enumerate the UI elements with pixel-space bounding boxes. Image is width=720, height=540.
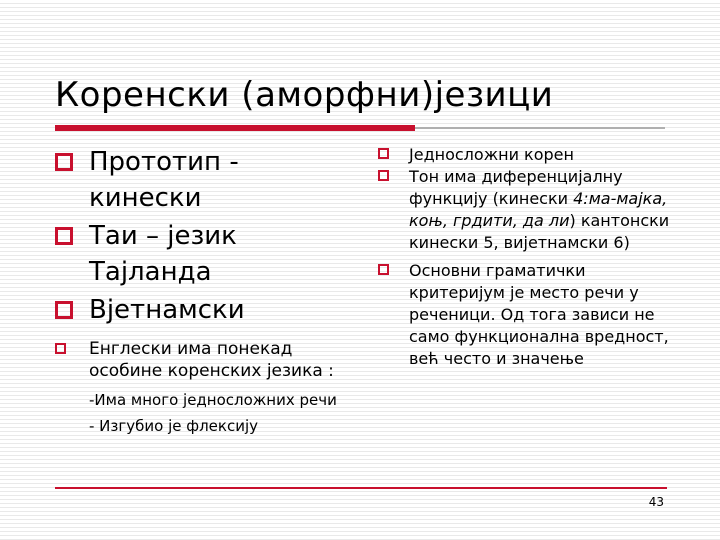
page-number: 43 [648, 495, 664, 509]
left-column [55, 144, 345, 436]
bullet-text-examples: 4:ма-мајка, коњ, грдити, да ли [409, 189, 668, 230]
square-bullet-icon [55, 227, 73, 245]
bullet-text: Прототип - кинески [89, 147, 239, 213]
bullet-text-part2: ) кантонски кинески 5, вијетнамски 6) [409, 211, 670, 252]
bullet-item-english [55, 338, 345, 382]
bullet-text: Једносложни корен [409, 145, 574, 164]
sub-line-inflection: - Изгубио је флексију [89, 417, 258, 435]
bullet-text: Таи – језик Тајланда [89, 221, 237, 287]
bullet-item-thai [55, 218, 345, 290]
sub-line-monosyllabic: -Има много једносложних речи [89, 391, 337, 409]
bullet-item-prototype [55, 144, 345, 216]
square-bullet-icon [378, 148, 389, 159]
bullet-text: Енглески има понекад особине коренских језика : [89, 339, 334, 381]
bullet-text: Вјетнамски [89, 295, 245, 325]
square-bullet-icon [55, 301, 73, 319]
square-bullet-icon [55, 153, 73, 171]
slide-title: Коренски (аморфни)језици [55, 75, 554, 115]
bullet-item-word-order [378, 260, 678, 370]
bullet-item-vietnamese [55, 292, 345, 328]
bullet-text-part1: Тон има диференцијалну функцију (кинески [409, 167, 623, 208]
footer-rule [55, 487, 667, 489]
square-bullet-icon [378, 170, 389, 181]
bullet-item-tone [378, 166, 678, 254]
right-column [378, 144, 678, 370]
square-bullet-icon [55, 343, 66, 354]
bullet-item-monosyllabic-root [378, 144, 678, 166]
title-underline-red [55, 125, 415, 131]
title-underline-gray [415, 127, 665, 129]
bullet-text: Основни граматички критеријум је место речи у реченици. Од тога зависи не само функционална вредност, већ често и значење [409, 261, 669, 368]
square-bullet-icon [378, 264, 389, 275]
